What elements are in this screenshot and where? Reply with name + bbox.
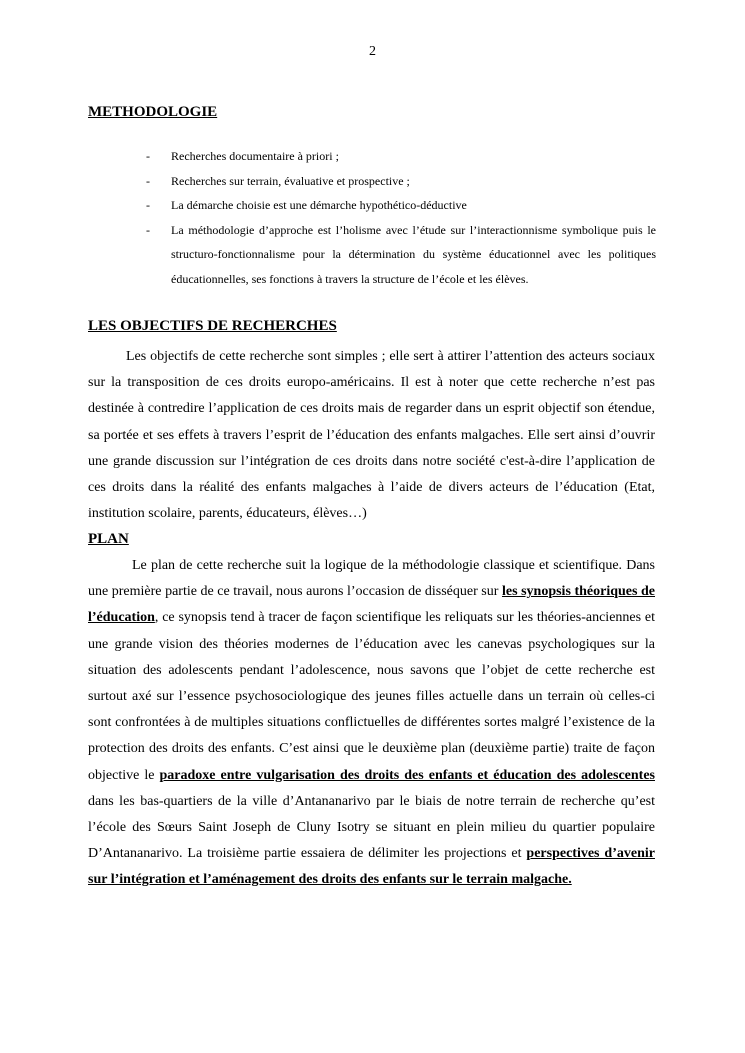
page-number: 2 — [369, 44, 376, 59]
plan-text-part3: dans les bas-quartiers de la ville d’Antananarivo par le biais de notre terrain de recherche qu’est l’école des Sœurs Saint Joseph de Cluny Isotry se situant en plein milieu du quartier populaire D’Antananarivo. La troisième partie essaiera de délimiter les projections et — [88, 793, 655, 862]
list-item-text: La méthodologie d’approche est l’holisme avec l’étude sur l’interactionnisme symbolique puis le structuro-fonctionnalisme pour la détermination du système éducationnel avec les politiques éducationnelles, ses fonctions à travers la structure de l’école et les élèves. — [171, 222, 656, 286]
objectives-paragraph — [88, 344, 655, 527]
bullet-dash: - — [146, 198, 150, 212]
plan-text-part2: , ce synopsis tend à tracer de façon scientifique les reliquats sur les théories-anciennes et une grande vision des théories modernes de l’éducation avec les canevas psychologiques sur la situation des adolescents pendant l’adolescence, nous savons que l’objet de cette recherche est surtout axé sur l’essence psychosociologique des jeunes filles actuelle dans un terrain où celles-ci sont confrontées à de multiples situations conflictuelles de différentes sortes malgré l’existence de la protection des droits des enfants. C’est ainsi que le deuxième plan (deuxième partie) traite de façon objective le — [88, 610, 655, 783]
list-item — [88, 218, 656, 292]
list-item-text: Recherches documentaire à priori ; — [171, 149, 339, 163]
plan-text-part1: Le plan de cette recherche suit la logique de la méthodologie classique et scientifique. Dans une première partie de ce travail, nous aurons l’occasion de disséquer sur — [88, 558, 655, 600]
list-item-text: La démarche choisie est une démarche hypothético-déductive — [171, 198, 467, 212]
plan-emphasis-synopsis: les synopsis théoriques de l’éducation — [88, 584, 656, 626]
plan-emphasis-paradox: paradoxe entre vulgarisation des droits des enfants et éducation des adolescentes — [159, 767, 655, 783]
methodology-list — [88, 144, 656, 291]
methodology-heading: METHODOLOGIE — [88, 104, 218, 120]
list-item — [88, 193, 656, 218]
bullet-dash: - — [146, 222, 150, 237]
objectives-text: Les objectifs de cette recherche sont simples ; elle sert à attirer l’attention des acteurs sociaux sur la transposition de ces droits europo-américains. Il est à noter que cette recherche n’est pas destinée à contredire l’application de ces droits mais de regarder dans un esprit objectif son étendue, sa portée et ses effets à travers l’esprit de l’éducation des enfants malgaches. Elle sert ainsi d’ouvrir une grande discussion sur l’intégration de ces droits dans notre société c'est-à-dire l’application de ces droits dans la réalité des enfants malgaches à l’aide de divers acteurs de l’éducation (Etat, institution scolaire, parents, éducateurs, élèves…) — [88, 349, 655, 522]
plan-heading: PLAN — [88, 531, 129, 547]
bullet-dash: - — [146, 149, 150, 163]
bullet-dash: - — [146, 173, 150, 188]
plan-paragraph — [88, 553, 655, 894]
list-item — [88, 144, 656, 169]
list-item-text: Recherches sur terrain, évaluative et prospective ; — [171, 173, 410, 188]
list-item — [88, 169, 656, 194]
objectives-heading: LES OBJECTIFS DE RECHERCHES — [88, 318, 337, 334]
plan-emphasis-perspectives: perspectives d’avenir sur l’intégration et l’aménagement des droits des enfants sur le terrain malgache. — [88, 846, 655, 888]
